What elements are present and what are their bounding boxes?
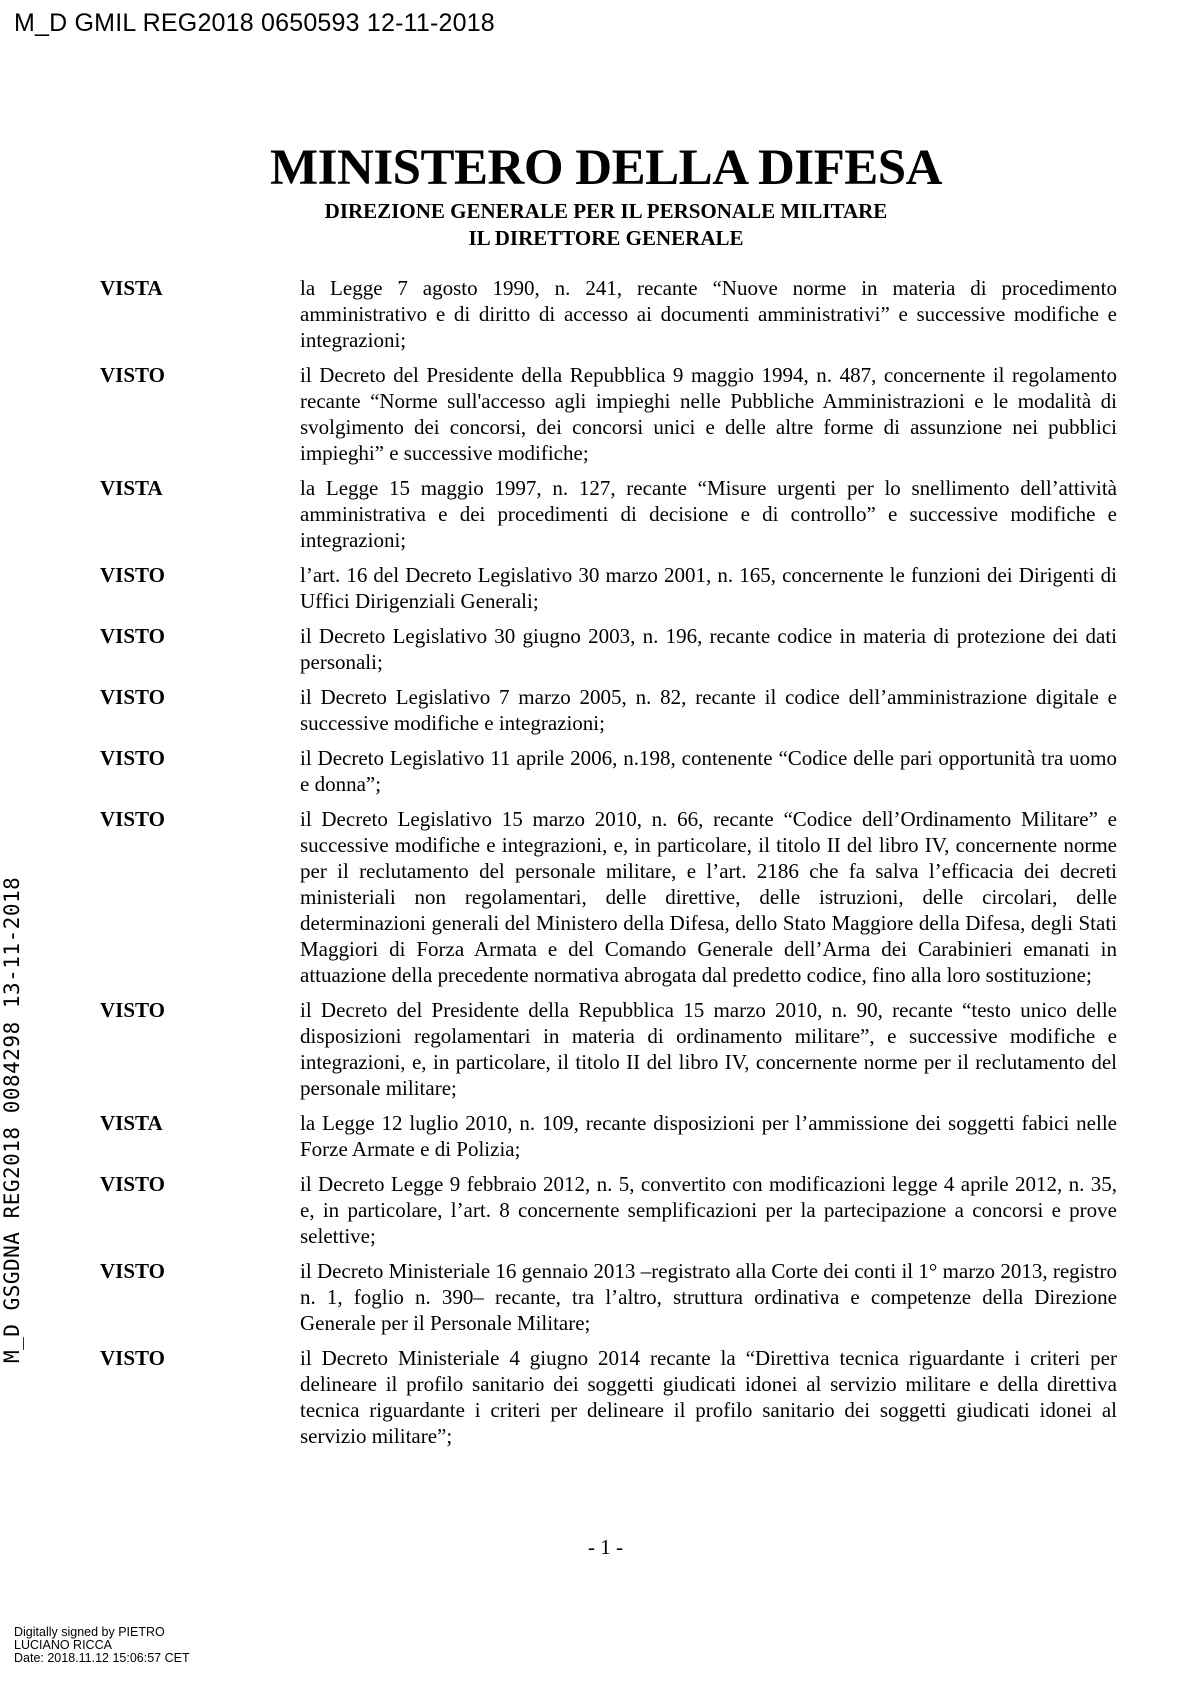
recital-text: la Legge 12 luglio 2010, n. 109, recante disposizioni per l’ammissione dei soggetti fabici nelle Forze Armate e di Polizia;: [300, 1111, 1117, 1161]
recital-item: [100, 1171, 1117, 1249]
recital-text: il Decreto Legislativo 30 giugno 2003, n. 196, recante codice in materia di protezione dei dati personali;: [300, 624, 1117, 674]
recital-label: VISTO: [100, 1259, 165, 1283]
recital-label: VISTO: [100, 746, 165, 770]
recital-label: VISTO: [100, 685, 165, 709]
document-header: [100, 138, 1112, 252]
recital-item: [100, 1345, 1117, 1449]
recital-label: VISTO: [100, 563, 165, 587]
recital-label: VISTA: [100, 1111, 163, 1135]
recital-label: VISTO: [100, 363, 165, 387]
recital-item: [100, 745, 1117, 797]
recital-label: VISTO: [100, 624, 165, 648]
recital-label: VISTO: [100, 1346, 165, 1370]
recital-label: VISTA: [100, 276, 163, 300]
recital-item: [100, 1258, 1117, 1336]
recital-label: VISTO: [100, 807, 165, 831]
signature-line: LUCIANO RICCA: [14, 1638, 112, 1652]
recital-item: [100, 362, 1117, 466]
recital-item: [100, 275, 1117, 353]
recital-text: il Decreto del Presidente della Repubblica 9 maggio 1994, n. 487, concernente il regolamento recante “Norme sull'accesso agli impieghi nelle Pubbliche Amministrazioni e le modalità di svolgimento dei concorsi, dei concorsi unici e delle altre forme di assunzione nei pubblici impieghi” e successive modifiche;: [300, 363, 1117, 465]
recital-label: VISTO: [100, 998, 165, 1022]
recital-item: [100, 684, 1117, 736]
page-number: - 1 -: [588, 1535, 623, 1559]
recital-item: [100, 1110, 1117, 1162]
directorate-title: DIREZIONE GENERALE PER IL PERSONALE MILITARE: [324, 199, 888, 223]
recital-text: il Decreto Legislativo 15 marzo 2010, n. 66, recante “Codice dell’Ordinamento Militare” e successive modifiche e integrazioni, e, in particolare, il titolo II del libro IV, concernente norme per il reclutamento del personale militare, e l’art. 2186 che fa salva l’efficacia dei decreti ministeriali non regolamentari, delle direttive, delle istruzioni, delle circolari, delle determinazioni generali del Ministero della Difesa, dello Stato Maggiore della Difesa, degli Stati Maggiori di Forza Armata e del Comando Generale dell’Arma dei Carabinieri emanati in attuazione della precedente normativa abrogata dal predetto codice, fino alla loro sostituzione;: [300, 807, 1117, 987]
recital-item: [100, 623, 1117, 675]
recital-text: il Decreto Legislativo 11 aprile 2006, n.198, contenente “Codice delle pari opportunità tra uomo e donna”;: [300, 746, 1117, 796]
recital-text: il Decreto Legge 9 febbraio 2012, n. 5, convertito con modificazioni legge 4 aprile 2012, n. 35, e, in particolare, l’art. 8 concernente semplificazioni per la partecipazione a concorsi e prove selettive;: [300, 1172, 1117, 1248]
recital-text: la Legge 15 maggio 1997, n. 127, recante “Misure urgenti per lo snellimento dell’attività amministrativa e dei procedimenti di decisione e di controllo” e successive modifiche e integrazioni;: [300, 476, 1117, 552]
recital-text: il Decreto del Presidente della Repubblica 15 marzo 2010, n. 90, recante “testo unico delle disposizioni regolamentari in materia di ordinamento militare”, e successive modifiche e integrazioni, e, in particolare, il titolo II del libro IV, concernente norme per il reclutamento del personale militare;: [300, 998, 1117, 1100]
recital-item: [100, 997, 1117, 1101]
recital-item: [100, 806, 1117, 988]
recital-item: [100, 562, 1117, 614]
recital-text: il Decreto Ministeriale 16 gennaio 2013 –registrato alla Corte dei conti il 1° marzo 2013, registro n. 1, foglio n. 390– recante, tra l’altro, struttura ordinativa e competenze della Direzione Generale per il Personale Militare;: [300, 1259, 1117, 1335]
office-title: IL DIRETTORE GENERALE: [468, 226, 744, 250]
signature-date: Date: 2018.11.12 15:06:57 CET: [14, 1651, 190, 1665]
recital-label: VISTO: [100, 1172, 165, 1196]
recitals-list: [100, 275, 1117, 1458]
digital-signature: [14, 1626, 190, 1665]
signature-line: Digitally signed by PIETRO: [14, 1625, 165, 1639]
recital-label: VISTA: [100, 476, 163, 500]
recital-text: il Decreto Ministeriale 4 giugno 2014 recante la “Direttiva tecnica riguardante i criteri per delineare il profilo sanitario dei soggetti giudicati idonei al servizio militare e della direttiva tecnica riguardante i criteri per delineare il profilo sanitario dei soggetti giudicati idonei al servizio militare”;: [300, 1346, 1117, 1448]
recital-text: la Legge 7 agosto 1990, n. 241, recante “Nuove norme in materia di procedimento amministrativo e di diritto di accesso ai documenti amministrativi” e successive modifiche e integrazioni;: [300, 276, 1117, 352]
ministry-title: MINISTERO DELLA DIFESA: [270, 140, 942, 196]
recital-text: il Decreto Legislativo 7 marzo 2005, n. 82, recante il codice dell’amministrazione digitale e successive modifiche e integrazioni;: [300, 685, 1117, 735]
protocol-header: M_D GMIL REG2018 0650593 12-11-2018: [14, 9, 495, 37]
recital-item: [100, 475, 1117, 553]
side-stamp-text: M_D GSGDNA REG2018 0084298 13-11-2018: [0, 876, 24, 1363]
recital-text: l’art. 16 del Decreto Legislativo 30 marzo 2001, n. 165, concernente le funzioni dei Dirigenti di Uffici Dirigenziali Generali;: [300, 563, 1117, 613]
